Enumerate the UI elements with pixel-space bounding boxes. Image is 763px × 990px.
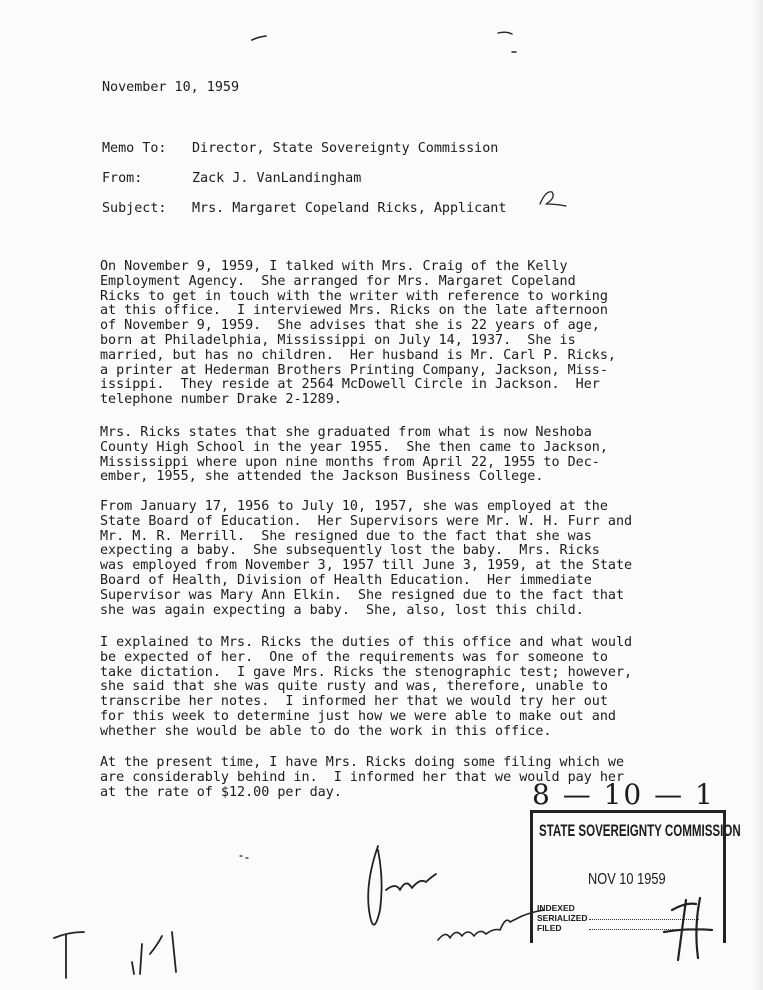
stamp-serialized: SERIALIZED xyxy=(537,913,588,923)
script-initials-mark xyxy=(438,910,544,940)
paragraph-interview: On November 9, 1959, I talked with Mrs. Craig of the Kelly Employment Agency. She arranged for Mrs. Margaret Copeland Ricks to get in touch with the writer with reference to working at this office. I interviewed Mrs. Ricks on the late afternoon of November 9, 1959. She advises that she is 22 years of age, born at Philadelphia, Mississippi on July 14, 1937. She is married, but has no children. Her husband is Mr. Carl P. Ricks, a printer at Hederman Brothers Printing Company, Jackson, Miss- issippi. They reside at 2564 McDowell Circle in Jackson. Her telephone number Drake 2-1289. xyxy=(100,259,616,408)
top-speck-mark xyxy=(252,36,266,40)
top-speck-mark-2 xyxy=(498,32,512,34)
reviewer-initial-mark xyxy=(664,898,712,960)
stamp-filed: FILED xyxy=(537,923,562,933)
bottom-left-date-mark xyxy=(132,932,176,974)
memo-subject-value: Mrs. Margaret Copeland Ricks, Applicant xyxy=(192,201,507,216)
paragraph-employment: From January 17, 1956 to July 10, 1957, she was employed at the State Board of Education. Her Supervisors were Mr. W. H. Furr and Mr. M. R. Merrill. She resigned due to the fact that she was expecting a baby. She subsequently lost the baby. Mrs. Ricks was employed from November 3, 1957 till June 3, 1959, at the State Board of Health, Division of Health Education. Her immediate Supervisor was Mary Ann Elkin. She resigned due to the fact that she was again expecting a baby. She, also, lost this child. xyxy=(100,499,633,618)
stamp-title: STATE SOVEREIGNTY COMMISSION xyxy=(539,821,741,840)
handwritten-file-number: 8 — 10 — 1 xyxy=(532,778,715,811)
applicant-initial-mark xyxy=(540,192,566,206)
memo-to-label: Memo To: xyxy=(102,141,167,156)
paragraph-filing: At the present time, I have Mrs. Ricks doing some filing which we are considerably behind in. I informed her that we would pay her at the rate of $12.00 per day. xyxy=(100,755,625,800)
stamp-indexed: INDEXED xyxy=(537,903,575,913)
scan-edge-shadow xyxy=(751,0,763,990)
stamp-date: NOV 10 1959 xyxy=(588,871,666,888)
memo-from-value: Zack J. VanLandingham xyxy=(192,171,362,186)
memo-to-value: Director, State Sovereignty Commission xyxy=(192,141,499,156)
paragraph-duties: I explained to Mrs. Ricks the duties of this office and what would be expected of her. One of the requirements was for someone to take dictation. I gave Mrs. Ricks the stenographic test; however, she said that she was quite rusty and was, therefore, unable to transcribe her notes. I informed her that we would try her out for this week to determine just how we were able to make out and whether she would be able to do the work in this office. xyxy=(100,635,633,739)
signature-mark xyxy=(368,846,436,925)
memo-subject-label: Subject: xyxy=(102,201,167,216)
bottom-left-t-mark xyxy=(54,932,84,978)
stray-dots-mark xyxy=(240,856,248,858)
memo-date: November 10, 1959 xyxy=(102,80,240,95)
paragraph-education: Mrs. Ricks states that she graduated from what is now Neshoba County High School in the year 1955. She then came to Jackson, Mississippi where upon nine months from April 22, 1955 to Dec- ember, 1955, she attended the Jackson Business College. xyxy=(100,425,608,485)
memo-from-label: From: xyxy=(102,171,143,186)
